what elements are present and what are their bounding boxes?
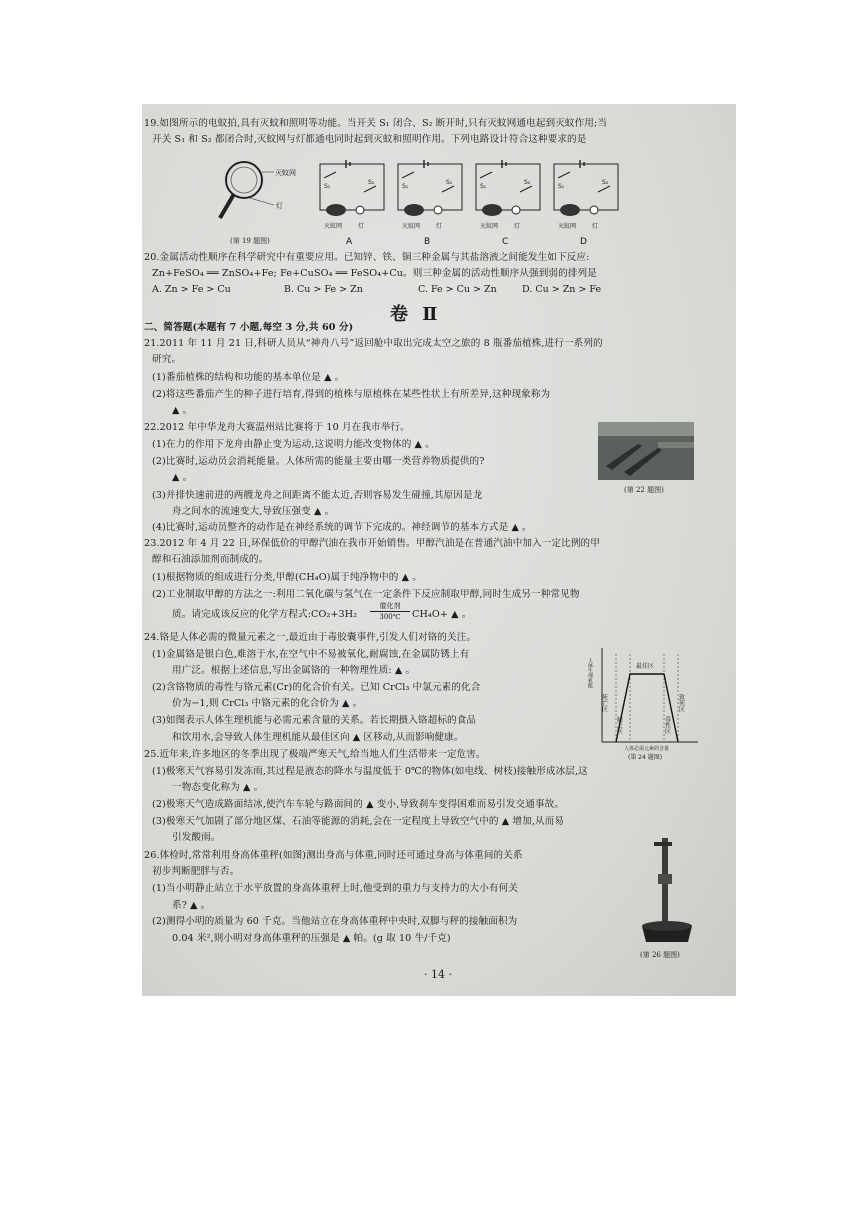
q24-line-2: (1)金属铬是银白色,难溶于水,在空气中不易被氧化,耐腐蚀,在金属防锈上有 (152, 649, 470, 660)
q24-caption: (第 24 题图) (628, 754, 663, 761)
q24-zone-toxic: 毒性区 (663, 716, 671, 734)
circuit-a-lamp-symbol (356, 206, 364, 214)
circuit-d-lamp-label: 灯 (592, 223, 599, 230)
q19-fig-lamp-label: 灯 (276, 202, 283, 210)
q25-line-5: (3)极寒天气加剧了部分地区煤、石油等能源的消耗,会在一定程度上导致空气中的 ▲ 增加,从而易 (152, 816, 565, 827)
q22-line-5: (3)并排快速前进的两艘龙舟之间距离不能太近,否则容易发生碰撞,其原因是龙 (152, 490, 483, 501)
circuit-b-s2-label: S₂ (446, 179, 453, 186)
q22-caption: (第 22 题图) (624, 486, 664, 494)
q24-ylabel: 人体生理机能 (587, 658, 593, 688)
section-title: 卷 Ⅱ (390, 304, 442, 325)
q24-line-4: (2)含铬物质的毒性与铬元素(Cr)的化合价有关。已知 CrCl₃ 中氯元素的化合 (152, 682, 481, 693)
q26-line-3: (1)当小明静止站立于水平放置的身高体重秤上时,他受到的重力与支持力的大小有何关 (152, 883, 519, 894)
circuit-c-net-label: 灭蚊网 (480, 223, 499, 230)
q20-option-d: D. Cu > Zn > Fe (522, 284, 602, 295)
q19-fig-net-label: 灭蚊网 (275, 169, 296, 177)
q23-line-5b: CH₄O+ ▲ 。 (412, 609, 472, 620)
circuit-c-lamp-label: 灯 (514, 223, 521, 230)
circuit-a-option-label: A (346, 237, 353, 247)
q23-line-1: 23.2012 年 4 月 22 日,环保低价的甲醇汽油在我市开始销售。甲醇汽油是在普通汽油中加入一定比例的甲 (144, 538, 600, 549)
q24-zone-optimal: 最佳区 (636, 663, 655, 670)
circuit-d-s2-label: S₂ (602, 179, 609, 186)
circuit-c-s1-label: S₁ (480, 183, 487, 190)
q24-xlabel: 人体必需元素的含量 (624, 746, 670, 752)
q23-line-2: 醇和石油添加剂而制成的。 (152, 554, 269, 565)
q26-scale-figure (632, 834, 702, 950)
circuit-b-switch-s1 (402, 172, 414, 178)
q23-line-4: (2)工业制取甲醇的方法之一:利用二氧化碳与氢气在一定条件下反应制取甲醇,同时生成另一种常见物 (152, 589, 580, 600)
circuit-d-net-symbol (560, 204, 580, 216)
q22-line-7: (4)比赛时,运动员整齐的动作是在神经系统的调节下完成的。神经调节的基本方式是 ▲ 。 (152, 522, 532, 533)
circuit-a-s2-label: S₂ (368, 179, 375, 186)
q23-arrow-line (370, 611, 410, 612)
circuit-a-lamp-label: 灯 (358, 223, 365, 230)
q26-line-2: 初步判断肥胖与否。 (152, 866, 240, 877)
q21-line-3: (1)番茄植株的结构和功能的基本单位是 ▲ 。 (152, 372, 345, 383)
q20-option-a: A. Zn > Fe > Cu (152, 284, 231, 295)
circuit-a-switch-s2 (364, 186, 376, 192)
q21-line-2: 研究。 (152, 354, 182, 365)
page-number: · 14 · (424, 968, 452, 981)
q26-line-4: 系? ▲ 。 (172, 900, 211, 911)
q23-line-3: (1)根据物质的组成进行分类,甲醇(CH₄O)属于纯净物中的 ▲ 。 (152, 572, 422, 583)
q19-line-1: 19.如图所示的电蚊拍,具有灭蚊和照明等功能。当开关 S₁ 闭合、S₂ 断开时,只有灭蚊网通电起到灭蚊作用;当 (144, 118, 608, 129)
circuit-c-net-symbol (482, 204, 502, 216)
q26-line-1: 26.体检时,常常利用身高体重秤(如图)测出身高与体重,同时还可通过身高与体重间的关系 (144, 850, 523, 861)
circuit-b-s1-label: S₁ (402, 183, 409, 190)
q20-option-c: C. Fe > Cu > Zn (418, 284, 497, 295)
q22-line-2: (1)在力的作用下龙舟由静止变为运动,这说明力能改变物体的 ▲ 。 (152, 439, 435, 450)
scanned-exam-page (142, 104, 736, 996)
q20-option-b: B. Cu > Fe > Zn (284, 284, 363, 295)
circuit-a-s1-label: S₁ (324, 183, 331, 190)
q25-line-6: 引发酸雨。 (172, 832, 221, 843)
circuit-c-lamp-symbol (512, 206, 520, 214)
circuit-d-net-label: 灭蚊网 (558, 223, 577, 230)
circuit-d-s1-label: S₁ (558, 183, 565, 190)
q22-line-6: 舟之间水的流速变大,导致压强变 ▲ 。 (172, 506, 335, 517)
circuit-d-lamp-symbol (590, 206, 598, 214)
circuit-c-option-label: C (502, 237, 509, 247)
q24-line-5: 价为−1,则 CrCl₃ 中铬元素的化合价为 ▲ 。 (172, 698, 363, 709)
q24-line-3: 用广泛。根据上述信息,写出金属铬的一种物理性质: ▲ 。 (172, 665, 416, 676)
circuit-c-s2-label: S₂ (524, 179, 531, 186)
q21-line-1: 21.2011 年 11 月 21 日,科研人员从“神舟八号”返回舱中取出完成太空之旅的 8 瓶番茄植株,进行一系列的 (144, 338, 603, 349)
q25-line-1: 25.近年来,许多地区的冬季出现了极端严寒天气,给当地人们生活带来一定危害。 (144, 749, 486, 760)
q22-line-1: 22.2012 年中华龙舟大赛温州站比赛将于 10 月在我市举行。 (144, 422, 410, 433)
q26-line-5: (2)测得小明的质量为 60 千克。当他站立在身高体重秤中央时,双脚与秤的接触面积为 (152, 916, 518, 927)
q24-line-1: 24.铬是人体必需的微量元素之一,最近由于毒胶囊事件,引发人们对铬的关注。 (144, 632, 477, 643)
circuit-b-lamp-symbol (434, 206, 442, 214)
section-heading: 二、简答题(本题有 7 小题,每空 3 分,共 60 分) (144, 322, 354, 333)
q21-line-5: ▲ 。 (172, 405, 193, 416)
circuit-c-switch-s1 (480, 172, 492, 178)
q19-caption: (第 19 题图) (230, 237, 270, 245)
q23-temperature: 300℃ (379, 613, 401, 621)
q25-line-2: (1)极寒天气容易引发冻雨,其过程是液态的降水与温度低于 0℃的物体(如电线、树枝)接触形成冰层,这 (152, 766, 588, 777)
circuit-b-net-symbol (404, 204, 424, 216)
q24-zone-death-low: 死亡区 (600, 694, 608, 712)
q22-line-4: ▲ 。 (172, 472, 193, 483)
q19-circuit-options (316, 158, 628, 248)
circuit-b-switch-s2 (442, 186, 454, 192)
q20-line-2: Zn+FeSO₄ ══ ZnSO₄+Fe; Fe+CuSO₄ ══ FeSO₄+Cu。则三种金属的活动性顺序从强到弱的排列是 (152, 268, 597, 279)
circuit-d-switch-s2 (598, 186, 610, 192)
q23-reaction-condition (370, 602, 410, 621)
q24-function-graph (588, 644, 700, 762)
circuit-b-net-label: 灭蚊网 (402, 223, 421, 230)
q26-line-6: 0.04 米²,则小明对身高体重秤的压强是 ▲ 帕。(g 取 10 牛/千克) (172, 933, 451, 944)
q26-caption: (第 26 题图) (640, 951, 680, 959)
circuit-b-option-label: B (424, 237, 431, 247)
circuit-d-option-label: D (580, 237, 587, 247)
q19-line-2: 开关 S₁ 和 S₂ 都闭合时,灭蚊网与灯都通电同时起到灭蚊和照明作用。下列电路设计符合这种要求的是 (152, 134, 587, 145)
q24-zone-death-high: 致死区 (677, 694, 685, 712)
q22-line-3: (2)比赛时,运动员会消耗能量。人体所需的能量主要由哪一类营养物质提供的? (152, 456, 485, 467)
circuit-a-net-symbol (326, 204, 346, 216)
q23-catalyst: 催化剂 (379, 602, 401, 610)
q24-zone-deficient: 缺乏区 (615, 716, 623, 734)
q20-line-1: 20.金属活动性顺序在科学研究中有重要应用。已知锌、铁、铜三种金属与其盐溶液之间能发生如下反应: (144, 252, 590, 263)
q23-line-5a: 质。请完成该反应的化学方程式:CO₂+3H₂ (172, 609, 358, 620)
q24-line-7: 和饮用水,会导致人体生理机能从最佳区向 ▲ 区移动,从而影响健康。 (172, 732, 464, 743)
circuit-b-lamp-label: 灯 (436, 223, 443, 230)
q19-swatter-figure (212, 158, 308, 236)
q25-line-3: 一物态变化称为 ▲ 。 (172, 782, 264, 793)
circuit-a-switch-s1 (324, 172, 336, 178)
q25-line-4: (2)极寒天气造成路面结冰,使汽车车轮与路面间的 ▲ 变小,导致刹车变得困难而易引发交通事故。 (152, 799, 565, 810)
q24-line-6: (3)如图表示人体生理机能与必需元素含量的关系。若长期摄入铬超标的食品 (152, 715, 477, 726)
q22-dragon-boat-photo (598, 422, 694, 480)
circuit-d-switch-s1 (558, 172, 570, 178)
circuit-c-switch-s2 (520, 186, 532, 192)
circuit-a-net-label: 灭蚊网 (324, 223, 343, 230)
q21-line-4: (2)将这些番茄产生的种子进行培育,得到的植株与原植株在某些性状上有所差异,这种现象称为 (152, 389, 551, 400)
